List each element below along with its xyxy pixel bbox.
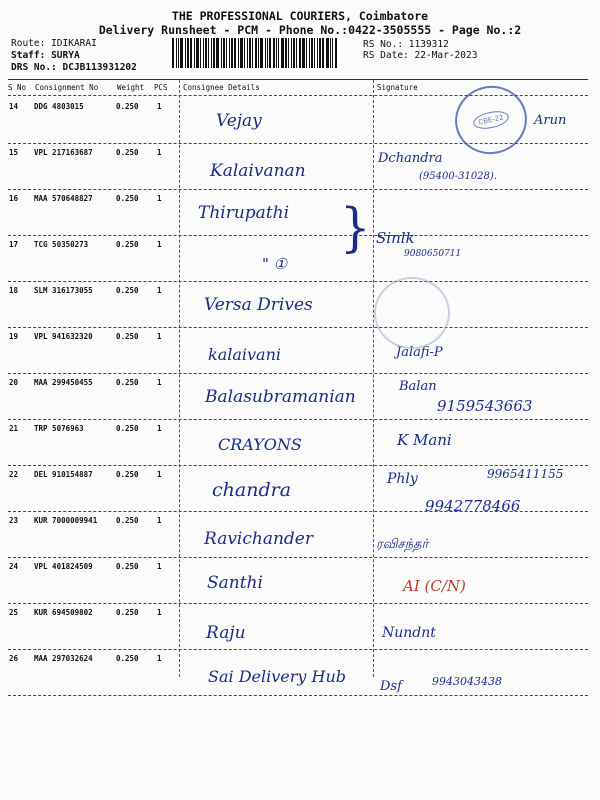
- barcode-bar: [247, 38, 248, 68]
- staff-line: [11, 50, 80, 61]
- row-signature: AI (C/N): [403, 577, 466, 595]
- row-divider: [8, 419, 588, 420]
- barcode-bar: [296, 38, 297, 68]
- row-consignee-name: Vejay: [216, 111, 262, 131]
- route-value: IDIKARAI: [51, 38, 97, 49]
- barcode-bar: [176, 38, 177, 68]
- row-consignment-no: DDG 4803015: [34, 102, 84, 111]
- row-signature: Dchandra: [378, 151, 443, 166]
- barcode-bar: [216, 38, 219, 68]
- barcode: [172, 38, 352, 68]
- row-consignment-no: TRP 5076963: [34, 424, 84, 433]
- barcode-bar: [226, 38, 227, 68]
- row-consignment-no: VPL 217163687: [34, 148, 93, 157]
- row-consignee-name: Versa Drives: [204, 295, 313, 315]
- barcode-bar: [269, 38, 271, 68]
- row-signature: Phly: [387, 471, 418, 487]
- row-consignee-name: Balasubramanian: [205, 387, 356, 407]
- barcode-bar: [231, 38, 233, 68]
- rs-date-line: [363, 50, 477, 61]
- col-header-consignment: Consignment No: [35, 83, 99, 92]
- barcode-bar: [223, 38, 225, 68]
- row-signature: Balan: [399, 379, 437, 394]
- row-signature-phone: 9080650711: [404, 249, 462, 259]
- row-sno: 21: [9, 424, 19, 433]
- row-signature: Nundnt: [382, 625, 436, 641]
- barcode-bar: [309, 38, 310, 68]
- row-consignment-no: DEL 910154887: [34, 470, 93, 479]
- barcode-bar: [293, 38, 295, 68]
- barcode-bar: [244, 38, 245, 68]
- row-pcs: 1: [157, 332, 162, 341]
- barcode-bar: [258, 38, 259, 68]
- row-signature-phone: 9942778466: [425, 497, 521, 515]
- row-consignee-name: chandra: [212, 479, 292, 501]
- barcode-bar: [190, 38, 192, 68]
- col-header-weight: Weight: [117, 83, 145, 92]
- row-weight: 0.250: [116, 608, 139, 617]
- barcode-bar: [180, 38, 183, 68]
- row-pcs: 1: [157, 654, 162, 663]
- barcode-bar: [178, 38, 179, 68]
- barcode-bar: [249, 38, 251, 68]
- barcode-bar: [319, 38, 321, 68]
- row-consignee-name: CRAYONS: [218, 435, 302, 454]
- runsheet-subtitle: Delivery Runsheet - PCM - Phone No.:0422-3505555 - Page No.:2: [98, 23, 522, 37]
- staff-value: SURYA: [51, 50, 80, 61]
- row-divider: [8, 327, 588, 328]
- row-pcs: 1: [157, 378, 162, 387]
- row-pcs: 1: [157, 608, 162, 617]
- stamp-text: CBE-22: [472, 108, 510, 131]
- row-sno: 19: [9, 332, 19, 341]
- barcode-bar: [194, 38, 195, 68]
- rs-no-line: [363, 39, 449, 50]
- faint-stamp: [374, 277, 450, 349]
- barcode-bar: [332, 38, 333, 68]
- row-weight: 0.250: [116, 424, 139, 433]
- row-pcs: 1: [157, 240, 162, 249]
- row-divider: [8, 511, 588, 512]
- row-divider: [8, 695, 588, 696]
- row-sno: 16: [9, 194, 19, 203]
- row-consignment-no: MAA 299450455: [34, 378, 93, 387]
- row-divider: [8, 235, 588, 236]
- barcode-bar: [203, 38, 204, 68]
- barcode-bar: [252, 38, 253, 68]
- barcode-bar: [255, 38, 257, 68]
- col-header-signature: Signature: [377, 83, 418, 92]
- row-pcs: 1: [157, 102, 162, 111]
- row-signature-phone: 9943043438: [432, 675, 502, 688]
- barcode-bar: [276, 38, 277, 68]
- row-weight: 0.250: [116, 516, 139, 525]
- row-signature: Dsf: [380, 679, 402, 694]
- row-weight: 0.250: [116, 470, 139, 479]
- barcode-bar: [278, 38, 279, 68]
- barcode-bar: [288, 38, 289, 68]
- row-weight: 0.250: [116, 562, 139, 571]
- barcode-bar: [196, 38, 199, 68]
- row-signature: ரவிசந்தர்: [376, 537, 429, 552]
- courier-stamp: [449, 79, 534, 160]
- col-header-consignee: Consignee Details: [183, 83, 260, 92]
- consignee-column-divider: [179, 80, 180, 677]
- rs-date-value: 22-Mar-2023: [414, 50, 478, 61]
- row-consignment-no: MAA 570648827: [34, 194, 93, 203]
- row-pcs: 1: [157, 516, 162, 525]
- row-weight: 0.250: [116, 286, 139, 295]
- barcode-bar: [330, 38, 331, 68]
- staff-label: Staff:: [11, 50, 46, 61]
- barcode-bar: [187, 38, 189, 68]
- barcode-bar: [213, 38, 215, 68]
- row-divider: [8, 557, 588, 558]
- barcode-bar: [260, 38, 263, 68]
- row-sno: 26: [9, 654, 19, 663]
- row-sno: 22: [9, 470, 19, 479]
- row-consignment-no: KUR 694509802: [34, 608, 93, 617]
- row-divider: [8, 649, 588, 650]
- row-weight: 0.250: [116, 194, 139, 203]
- row-sno: 17: [9, 240, 19, 249]
- rs-no-value: 1139312: [408, 39, 449, 50]
- row-consignment-no: VPL 941632320: [34, 332, 93, 341]
- row-consignee-name: Raju: [206, 623, 246, 643]
- barcode-bar: [205, 38, 207, 68]
- row-sno: 15: [9, 148, 19, 157]
- row-weight: 0.250: [116, 654, 139, 663]
- barcode-bar: [322, 38, 324, 68]
- row-consignment-no: MAA 297032624: [34, 654, 93, 663]
- brace-mark: }: [340, 197, 371, 259]
- barcode-bar: [302, 38, 305, 68]
- barcode-bar: [311, 38, 313, 68]
- row-weight: 0.250: [116, 240, 139, 249]
- row-consignee-name: Thirupathi: [198, 203, 290, 223]
- barcode-bar: [291, 38, 292, 68]
- row-consignment-no: SLM 316173055: [34, 286, 93, 295]
- row-weight: 0.250: [116, 148, 139, 157]
- row-divider: [8, 603, 588, 604]
- row-divider: [8, 281, 588, 282]
- row-divider: [8, 465, 588, 466]
- col-header-pcs: PCS: [154, 83, 168, 92]
- barcode-bar: [285, 38, 287, 68]
- row-consignee-name: Kalaivanan: [210, 161, 306, 181]
- route-line: [11, 38, 97, 49]
- row-consignment-no: VPL 401824509: [34, 562, 93, 571]
- row-divider: [8, 373, 588, 374]
- barcode-bar: [281, 38, 284, 68]
- row-sno: 14: [9, 102, 19, 111]
- row-signature: Jalafi-P: [396, 345, 443, 360]
- barcode-bar: [314, 38, 315, 68]
- row-pcs: 1: [157, 148, 162, 157]
- row-consignee-name: Santhi: [207, 573, 263, 593]
- signature-column-divider: [373, 80, 374, 677]
- drs-label: DRS No.:: [11, 62, 57, 73]
- row-sno: 25: [9, 608, 19, 617]
- row-sno: 24: [9, 562, 19, 571]
- row-signature: Arun: [534, 113, 567, 128]
- row-weight: 0.250: [116, 102, 139, 111]
- rs-date-label: RS Date:: [363, 50, 409, 61]
- row-sno: 18: [9, 286, 19, 295]
- row-pcs: 1: [157, 562, 162, 571]
- barcode-bar: [221, 38, 222, 68]
- row-signature: Sinlk: [376, 229, 415, 247]
- col-header-sno: S No: [8, 83, 27, 92]
- route-label: Route:: [11, 38, 46, 49]
- row-weight: 0.250: [116, 332, 139, 341]
- row-signature-phone-alt: 9965411155: [487, 467, 564, 481]
- barcode-bar: [335, 38, 337, 68]
- row-sno: 20: [9, 378, 19, 387]
- row-consignee-name: Ravichander: [204, 529, 313, 549]
- barcode-bar: [317, 38, 318, 68]
- barcode-bar: [234, 38, 236, 68]
- barcode-bar: [306, 38, 307, 68]
- barcode-bar: [185, 38, 186, 68]
- row-consignment-no: KUR 7000009941: [34, 516, 98, 525]
- barcode-bar: [267, 38, 268, 68]
- barcode-bar: [238, 38, 239, 68]
- runsheet-title: THE PROFESSIONAL COURIERS, Coimbatore: [171, 9, 429, 23]
- barcode-bar: [273, 38, 275, 68]
- barcode-bar: [240, 38, 243, 68]
- row-consignee-name: Sai Delivery Hub: [208, 667, 347, 686]
- row-pcs: 1: [157, 286, 162, 295]
- rs-no-label: RS No.:: [363, 39, 404, 50]
- barcode-bar: [211, 38, 212, 68]
- barcode-bar: [265, 38, 266, 68]
- row-consignment-no: TCG 50350273: [34, 240, 89, 249]
- row-signature: K Mani: [397, 431, 452, 449]
- drs-line: [11, 62, 137, 73]
- barcode-bar: [299, 38, 301, 68]
- row-divider: [8, 189, 588, 190]
- table-top-rule: [8, 79, 588, 80]
- row-weight: 0.250: [116, 378, 139, 387]
- row-pcs: 1: [157, 194, 162, 203]
- barcode-bar: [172, 38, 174, 68]
- drs-value: DCJB113931202: [62, 62, 137, 73]
- barcode-bar: [200, 38, 201, 68]
- barcode-bar: [229, 38, 230, 68]
- row-signature-phone: (95400-31028).: [419, 171, 497, 182]
- barcode-bar: [326, 38, 329, 68]
- barcode-bar: [208, 38, 209, 68]
- row-sno: 23: [9, 516, 19, 525]
- row-consignee-name: kalaivani: [208, 345, 282, 364]
- row-consignee-name: " ①: [262, 255, 288, 273]
- row-pcs: 1: [157, 424, 162, 433]
- row-signature-phone: 9159543663: [437, 397, 533, 415]
- row-pcs: 1: [157, 470, 162, 479]
